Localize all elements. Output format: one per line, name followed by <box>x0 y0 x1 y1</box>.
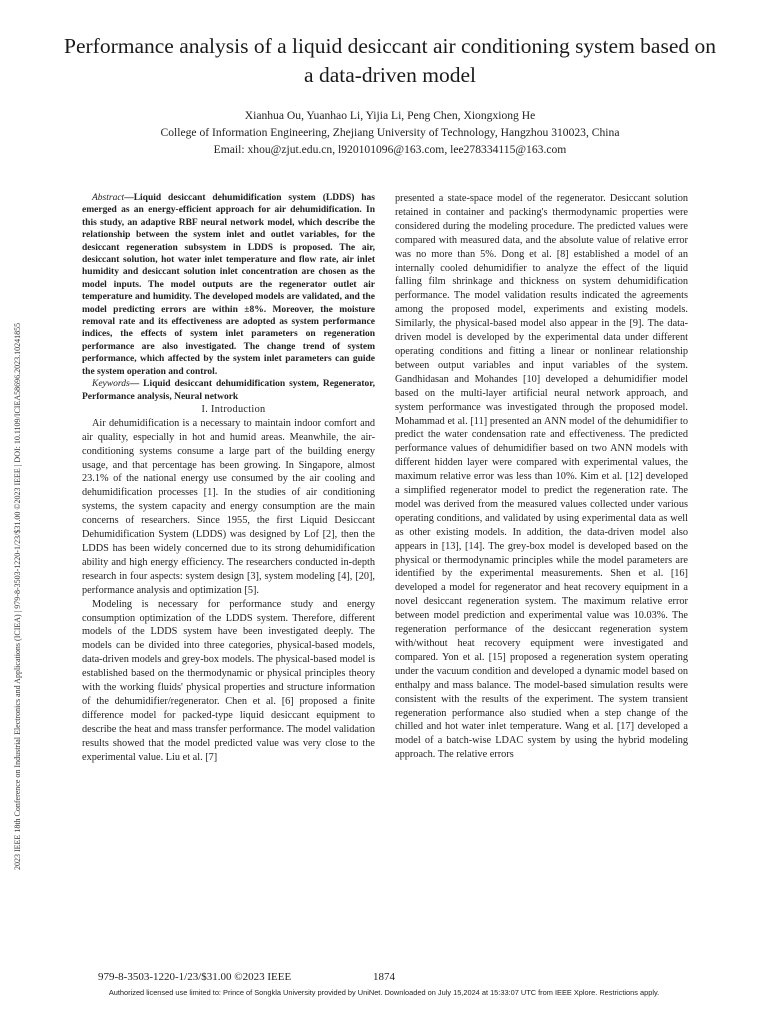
right-column-text: presented a state-space model of the regenerator. Desiccant solution retained in container and packing's thermodynamic properties were considered during the modeling procedure. The predicted values were compared with measured data, and the absolute value of relative error was no more than 5%. Dong et al. [8] established a model of an internally cooled dehumidifier to analyze the effect of the liquid falling film shrinkage and thickness on system dehumidification performance. The model validation results indicated the agreements among the proposed model, experiments and existing models. Similarly, the physical-based model also appear in the [9]. The data-driven model is developed by the experimental data under different operating conditions and fitting a linear or nonlinear relationship between output variables and input variables of the system. Gandhidasan and Mohandes [10] developed a dehumidifier model based on the multi-layer artificial neural network approach, and system performance was investigated through the proposed model. Mohammad et al. [11] presented an ANN model of the dehumidifier to predict the water condensation rate and effectiveness. The predicted performance values of dehumidifier based on two ANN models with different hidden layer were compared with experimental values, the maximum relative error was less than 10%. Kim et al. [12] developed a simplified regenerator model to predict the regeneration rate. The model was derived from the measured values collected under various operating conditions, and validated by using experimental data as well as other existing models. In addition, the data-driven model also appears in [13], [14]. The grey-box model is developed based on the physical or thermodynamic principles while the model parameters are identified by the experimental measurements. Shen et al. [16] developed a model for regenerator and heat recovery equipment in a novel desiccant regeneration system. The maximum relative error between model prediction and experimental value was 10.03%. The regeneration performance of the desiccant regeneration system with/without heat recovery equipment were investigated and compared. Yon et al. [15] proposed a regeneration system operating under the vacuum condition and developed a dynamic model based on enthalpy and mass balance. The model-based simulation results were consistent with the results of the experiment. The system transient regeneration performance also studied when a step change of the chilled and hot water inlet temperature. Wang et al. [17] developed a model of a batch-wise LDAC system by using the hybrid modeling approach. The relative errors <box>395 193 688 761</box>
abstract-label: Abstract <box>92 193 125 203</box>
page-number: 1874 <box>373 971 395 983</box>
keywords <box>82 378 375 403</box>
abstract-text: —Liquid desiccant dehumidification system (LDDS) has emerged as an energy-efficient approach for air dehumidification. In this study, an adaptive RBF neural network model, which describe the relationship between the system inlet and outlet variables, for the desiccant regeneration subsystem in LDDS is proposed. The air, desiccant solution, hot water inlet temperature and flow rate, air inlet humidity and desiccant solution inlet concentration are chosen as the model inputs. The model outputs are the regenerator outlet air temperature and humidity. The developed models are validated, and the model predicting errors are within ±8%. Moreover, the moisture removal rate and its effectiveness are adopted as system performance indices, the effects of system inlet parameters on regeneration performance are also investigated. The change trend of system performance, which affected by the system inlet parameters can guide the system operation and control. <box>82 193 375 377</box>
paper-title: Performance analysis of a liquid desiccant air conditioning system based on a data-driven model <box>64 34 716 87</box>
side-identifier: 2023 IEEE 18th Conference on Industrial Electronics and Applications (ICIEA) | 979-8-3503-1220-1/23/$31.00 ©2023 IEEE | DOI: 10.1109/ICIEA58696.2023.10241855 <box>13 322 22 870</box>
intro-paragraph-2: Modeling is necessary for performance study and energy consumption optimization of the LDDS system. Therefore, different models of the LDDS system have been investigated deeply. The models can be divided into three categories, physical-based models, data-driven models and grey-box models. The physical-based model is established based on the thermodynamic or physical principles theory with the working fluids' physical properties and structure information of the dehumidifier/regenerator. Chen et al. [6] proposed a finite difference model for packed-type liquid desiccant equipment to describe the heat and mass transfer performance. The model validation results showed that the model predicted value was very close to the experimental value. Liu et al. [7] <box>82 598 375 763</box>
email-line: Email: xhou@zjut.edu.cn, l920101096@163.com, lee278334115@163.com <box>213 143 567 156</box>
section-heading-introduction: I. Introduction <box>201 403 266 415</box>
affiliation: College of Information Engineering, Zhejiang University of Technology, Hangzhou 310023, China <box>160 126 620 139</box>
abstract <box>82 192 375 378</box>
keywords-label: Keywords <box>92 379 130 390</box>
author-list: Xianhua Ou, Yuanhao Li, Yijia Li, Peng Chen, Xiongxiong He <box>244 109 536 122</box>
intro-paragraph-1: Air dehumidification is a necessary to maintain indoor comfort and air quality, especially in hot and humid areas. Meanwhile, the air-conditioning systems consume a large part of the building energy usage, and that percentage has been growing. In Singapore, almost 23.1% of the national energy use consumed by the air cooling and dehumidification processes [1]. In the studies of air conditioning systems, the system capacity and energy consumption are the main concerns of researchers. Since 1955, the first Liquid Desiccant Dehumidification System (LDDS) was designed by Lof [2], then the LDDS has been widely concerned due to its strong dehumidification ability and high energy efficiency. The researchers conducted in-depth research in four aspects: system design [3], system modeling [4], [20], performance analysis and optimization [5]. <box>82 417 375 596</box>
license-notice: Authorized licensed use limited to: Prince of Songkla University provided by UniNet. Downloaded on July 15,2024 at 15:33:07 UTC from IEEE Xplore. Restrictions apply. <box>108 988 660 997</box>
side-doi-strip <box>10 160 26 870</box>
left-column <box>82 192 375 862</box>
keywords-text: — Liquid desiccant dehumidification system, Regenerator, Performance analysis, Neural network <box>82 379 375 402</box>
footer-isbn: 979-8-3503-1220-1/23/$31.00 ©2023 IEEE <box>98 971 292 983</box>
right-column <box>395 192 688 852</box>
